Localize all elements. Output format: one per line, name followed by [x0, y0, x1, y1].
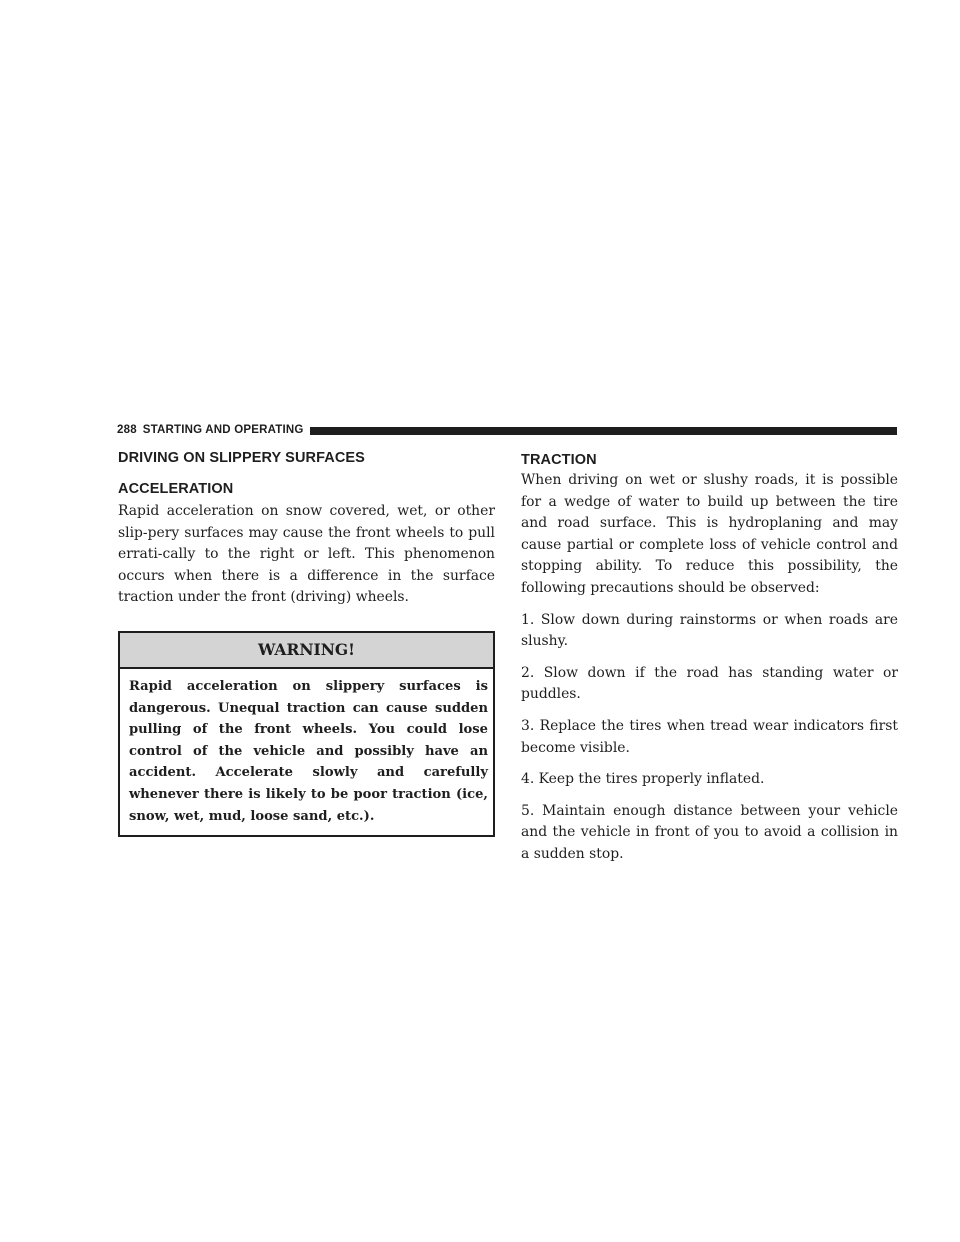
page-number: 288 [117, 424, 137, 436]
list-item: 1. Slow down during rainstorms or when roads are slushy. [521, 611, 898, 650]
warning-text: Rapid acceleration on slippery surfaces is dangerous. Unequal traction can cause sudden pulling of the front wheels. You could lose control of the vehicle and possibly have an accident. Accelerate slowly and carefully whenever there is likely to be poor traction (ice, snow, wet, mud, loose sand, etc.). [129, 678, 488, 824]
warning-box [118, 631, 495, 837]
section-heading: DRIVING ON SLIPPERY SURFACES [118, 450, 365, 466]
header-rule [310, 427, 897, 435]
list-item: 5. Maintain enough distance between your vehicle and the vehicle in front of you to avoid a collision in a sudden stop. [521, 802, 898, 862]
traction-heading: TRACTION [521, 452, 597, 468]
list-item: 4. Keep the tires properly inflated. [521, 771, 765, 788]
right-column [521, 448, 898, 866]
list-item: 3. Replace the tires when tread wear indicators first become visible. [521, 717, 898, 756]
page-header [117, 422, 897, 438]
subheading-acceleration: ACCELERATION [118, 481, 234, 497]
traction-intro: When driving on wet or slushy roads, it is possible for a wedge of water to build up between the tire and road surface. This is hydroplaning and may cause partial or complete loss of vehicle control and stopping ability. To reduce this possibility, the following precautions should be observed: [521, 472, 898, 596]
warning-title: WARNING! [120, 633, 493, 669]
list-item: 2. Slow down if the road has standing water or puddles. [521, 664, 898, 703]
left-column [118, 448, 495, 837]
section-title: STARTING AND OPERATING [142, 424, 304, 436]
acceleration-paragraph: Rapid acceleration on snow covered, wet, or other slip-pery surfaces may cause the front wheels to pull errati-cally to the right or left. This phenomenon occurs when there is a difference in the surface traction under the front (driving) wheels. [118, 503, 495, 606]
